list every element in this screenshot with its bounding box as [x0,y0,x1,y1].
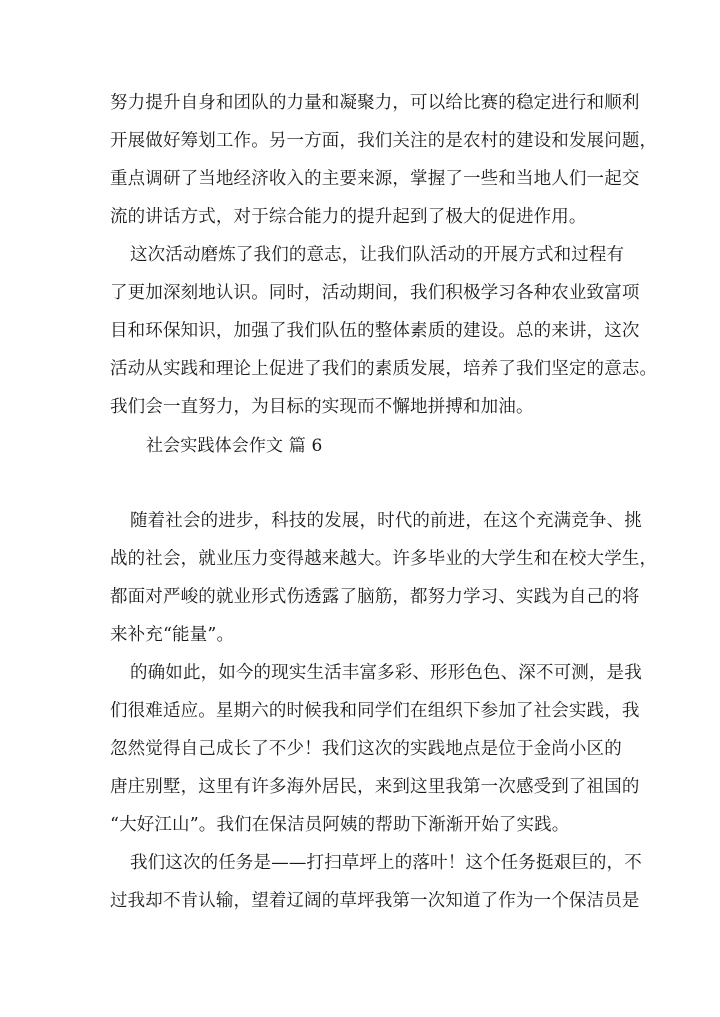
paragraph-line: 重点调研了当地经济收入的主要来源，掌握了一些和当地人们一起交 [110,169,640,189]
paragraph-line: 们很难适应。星期六的时候我和同学们在组织下参加了社会实践，我 [110,701,640,721]
paragraph-line: 随着社会的进步，科技的发展，时代的前进，在这个充满竞争、挑 [130,511,642,531]
paragraph-line: 努力提升自身和团队的力量和凝聚力，可以给比赛的稳定进行和顺利 [110,93,640,113]
paragraph-line: 都面对严峻的就业形式伤透露了脑筋，都努力学习、实践为自己的将 [110,587,640,607]
paragraph-line: 忽然觉得自己成长了不少！我们这次的实践地点是位于金尚小区的 [110,739,622,759]
section-heading: 社会实践体会作文 篇 6 [146,436,323,456]
paragraph-line: 了更加深刻地认识。同时，活动期间，我们积极学习各种农业致富项 [110,283,640,303]
paragraph-line: 来补充“能量”。 [110,625,235,645]
paragraph-line: 战的社会，就业压力变得越来越大。许多毕业的大学生和在校大学生， [110,549,658,569]
paragraph-line: 流的讲话方式，对于综合能力的提升起到了极大的促进作用。 [110,207,587,227]
paragraph-line: 目和环保知识，加强了我们队伍的整体素质的建设。总的来讲，这次 [110,321,640,341]
paragraph-line: 我们这次的任务是——打扫草坪上的落叶！这个任务挺艰巨的，不 [130,853,642,873]
paragraph-line: 过我却不肯认输，望着辽阔的草坪我第一次知道了作为一个保洁员是 [110,891,640,911]
paragraph-line: 活动从实践和理论上促进了我们的素质发展，培养了我们坚定的意志。 [110,359,658,379]
paragraph-line: 这次活动磨炼了我们的意志，让我们队活动的开展方式和过程有 [130,245,625,265]
paragraph-line: 我们会一直努力，为目标的实现而不懈地拼搏和加油。 [110,397,534,417]
paragraph-line: 唐庄别墅，这里有许多海外居民，来到这里我第一次感受到了祖国的 [110,777,640,797]
paragraph-line: 开展做好筹划工作。另一方面，我们关注的是农村的建设和发展问题， [110,131,658,151]
paragraph-line: 的确如此，如今的现实生活丰富多彩、形形色色、深不可测，是我 [130,663,642,683]
paragraph-line: “大好江山”。我们在保洁员阿姨的帮助下渐渐开始了实践。 [110,815,570,835]
